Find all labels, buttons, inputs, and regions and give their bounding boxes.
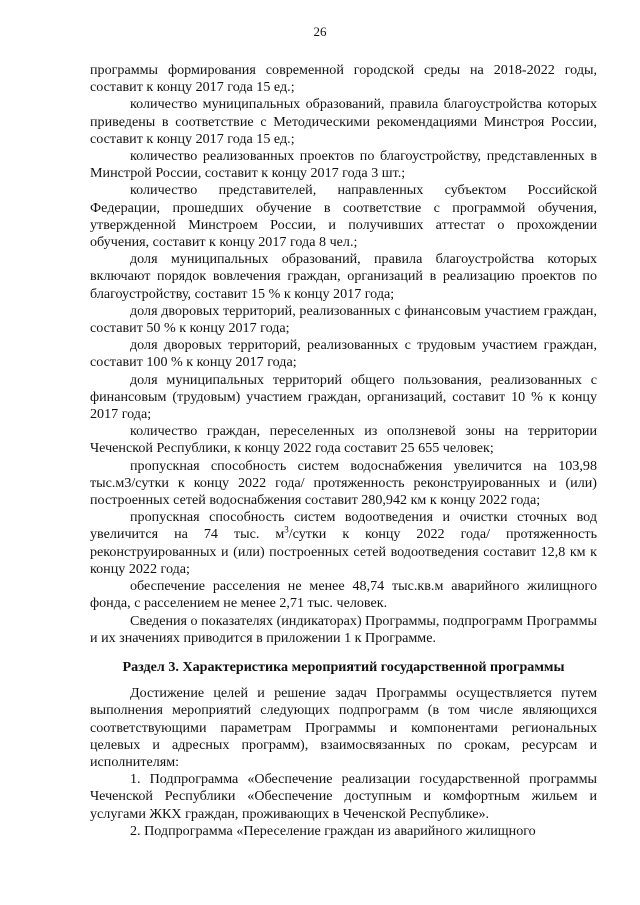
- paragraph: количество представителей, направленных субъектом Российской Федерации, прошедших обучение в соответствие с программой обучения, утвержденной Минстроем России, и получивших аттестат о прохождении обучения, составит к концу 2017 года 8 чел.;: [90, 182, 597, 251]
- paragraph: доля муниципальных образований, правила благоустройства которых включают порядок вовлечения граждан, организаций в реализацию проектов по благоустройству, составит 15 % к концу 2017 года;: [90, 251, 597, 302]
- paragraph: пропускная способность систем водоснабжения увеличится на 103,98 тыс.м3/сутки к концу 2022 года/ протяженность реконструированных и (или) построенных сетей водоснабжения составит 280,942 км к концу 2022 года;: [90, 457, 597, 509]
- paragraph: доля дворовых территорий, реализованных с трудовым участием граждан, составит 100 % к концу 2017 года;: [90, 337, 597, 371]
- paragraph: Достижение целей и решение задач Программы осуществляется путем выполнения мероприятий следующих подпрограмм (в том числе являющихся соответствующими параметрам Программы и компонентами региональных целевых и адресных программ), взаимосвязанных по срокам, ресурсам и исполнителям:: [90, 685, 597, 770]
- superscript: 3: [284, 524, 289, 535]
- paragraph: доля муниципальных территорий общего пользования, реализованных с финансовым (трудовым) участием граждан, организаций, составит 10 % к концу 2017 года;: [90, 371, 597, 423]
- page-number: 26: [313, 24, 327, 39]
- paragraph: количество реализованных проектов по благоустройству, представленных в Минстрой России, составит к концу 2017 года 3 шт.;: [90, 148, 597, 182]
- paragraph: 1. Подпрограмма «Обеспечение реализации государственной программы Чеченской Республики «Обеспечение доступным и комфортным жильем и услугами ЖКХ граждан, проживающих в Чеченской Республике».: [90, 771, 597, 822]
- paragraph-text-before: пропускная способность систем водоотведения и очистки сточных вод увеличится на 74 тыс. м: [90, 509, 597, 543]
- paragraph: количество муниципальных образований, правила благоустройства которых приведены в соответствие с Методическими рекомендациями Минстроя России, составит к концу 2017 года 15 ед.;: [90, 96, 597, 147]
- paragraph: программы формирования современной городской среды на 2018-2022 годы, составит к концу 2017 года 15 ед.;: [90, 62, 597, 96]
- paragraph: Сведения о показателях (индикаторах) Программы, подпрограмм Программы и их значениях приводится в приложении 1 к Программе.: [90, 612, 597, 646]
- paragraph: 2. Подпрограмма «Переселение граждан из аварийного жилищного: [130, 822, 536, 839]
- paragraph: [90, 509, 597, 578]
- paragraph: обеспечение расселения не менее 48,74 тыс.кв.м аварийного жилищного фонда, с расселением не менее 2,71 тыс. человек.: [90, 578, 597, 612]
- paragraph: количество граждан, переселенных из оползневой зоны на территории Чеченской Республики, к концу 2022 года составит 25 655 человек;: [90, 423, 597, 457]
- paragraph-text-after: /сутки к концу 2022 года/ протяженность реконструированных и (или) построенных сетей водоотведения составит 12,8 км к концу 2022 года;: [90, 526, 597, 577]
- section-heading: Раздел 3. Характеристика мероприятий государственной программы: [122, 658, 565, 675]
- paragraph: доля дворовых территорий, реализованных с финансовым участием граждан, составит 50 % к концу 2017 года;: [90, 302, 597, 337]
- body-text: [90, 62, 597, 840]
